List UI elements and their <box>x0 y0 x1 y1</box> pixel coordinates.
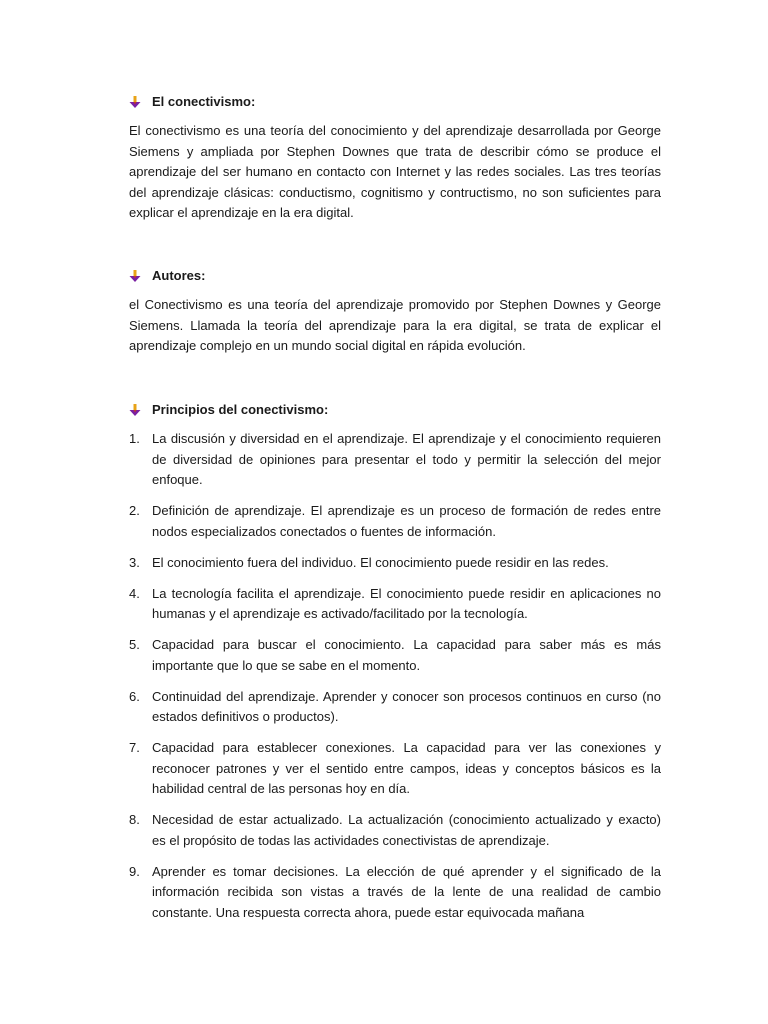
section-body-autores: el Conectivismo es una teoría del aprendizaje promovido por Stephen Downes y George Siemens. Llamada la teoría del aprendizaje para la era digital, se trata de explicar el aprendizaje complejo en un mundo social digital en rápida evolución. <box>129 297 661 353</box>
list-item-number: 3. <box>129 554 140 570</box>
list-item-text: El conocimiento fuera del individuo. El conocimiento puede residir en las redes. <box>152 554 609 570</box>
arrow-down-bullet-icon <box>128 403 142 417</box>
list-item-text: Definición de aprendizaje. El aprendizaje es un proceso de formación de redes entre nodos especializados conectados o fuentes de información. <box>152 503 661 539</box>
list-item-number: 1. <box>129 431 140 446</box>
list-item-text: La discusión y diversidad en el aprendizaje. El aprendizaje y el conocimiento requieren de diversidad de opiniones para presentar el todo y permitir la selección del mejor enfoque. <box>152 431 661 487</box>
list-item <box>129 553 661 574</box>
list-item-text: La tecnología facilita el aprendizaje. El conocimiento puede residir en aplicaciones no humanas y el aprendizaje es activado/facilitado por la tecnología. <box>152 585 661 621</box>
list-item-text: Capacidad para buscar el conocimiento. La capacidad para saber más es más importante que lo que se sabe en el momento. <box>152 637 661 673</box>
list-item <box>129 635 661 676</box>
list-item <box>129 501 661 542</box>
principles-list <box>129 429 661 934</box>
section-heading-text: El conectivismo: <box>152 94 256 109</box>
arrow-down-bullet-icon <box>128 95 142 109</box>
section-heading-principios <box>128 402 328 418</box>
list-item-number: 9. <box>129 863 140 879</box>
section-heading-text: Autores: <box>152 268 206 283</box>
list-item-number: 4. <box>129 585 140 601</box>
section-heading-conectivismo <box>128 94 255 110</box>
list-item <box>129 584 661 625</box>
list-item <box>129 810 661 851</box>
section-heading-autores <box>128 268 205 284</box>
arrow-down-bullet-icon <box>128 269 142 283</box>
list-item <box>129 738 661 800</box>
list-item-number: 5. <box>129 637 140 652</box>
list-item <box>129 862 661 924</box>
list-item-number: 6. <box>129 688 140 704</box>
list-item-text: Necesidad de estar actualizado. La actualización (conocimiento actualizado y exacto) es el propósito de todas las actividades conectivistas de aprendizaje. <box>152 812 661 848</box>
section-heading-text: Principios del conectivismo: <box>152 402 329 417</box>
list-item-text: Capacidad para establecer conexiones. La capacidad para ver las conexiones y reconocer patrones y ver el sentido entre campos, ideas y conceptos básicos es la habilidad central de las personas hoy en día. <box>152 740 661 796</box>
list-item-number: 8. <box>129 812 140 827</box>
list-item-text: Continuidad del aprendizaje. Aprender y conocer son procesos continuos en curso (no estados definitivos o productos). <box>152 688 661 724</box>
list-item-number: 2. <box>129 503 140 518</box>
list-item-text: Aprender es tomar decisiones. La elección de qué aprender y el significado de la información recibida son vistas a través de la lente de una realidad de cambio constante. Una respuesta correcta ahora, puede estar equivocada mañana <box>152 863 661 920</box>
list-item <box>129 429 661 491</box>
list-item-number: 7. <box>129 740 140 755</box>
section-body-conectivismo: El conectivismo es una teoría del conocimiento y del aprendizaje desarrollada por George Siemens y ampliada por Stephen Downes que trata de describir cómo se produce el aprendizaje del ser humano en contacto con Internet y las redes sociales. Las tres teorías del aprendizaje clásicas: conductismo, cognitismo y contructismo, no son suficientes para explicar el aprendizaje en la era digital. <box>129 123 661 220</box>
list-item <box>129 687 661 728</box>
